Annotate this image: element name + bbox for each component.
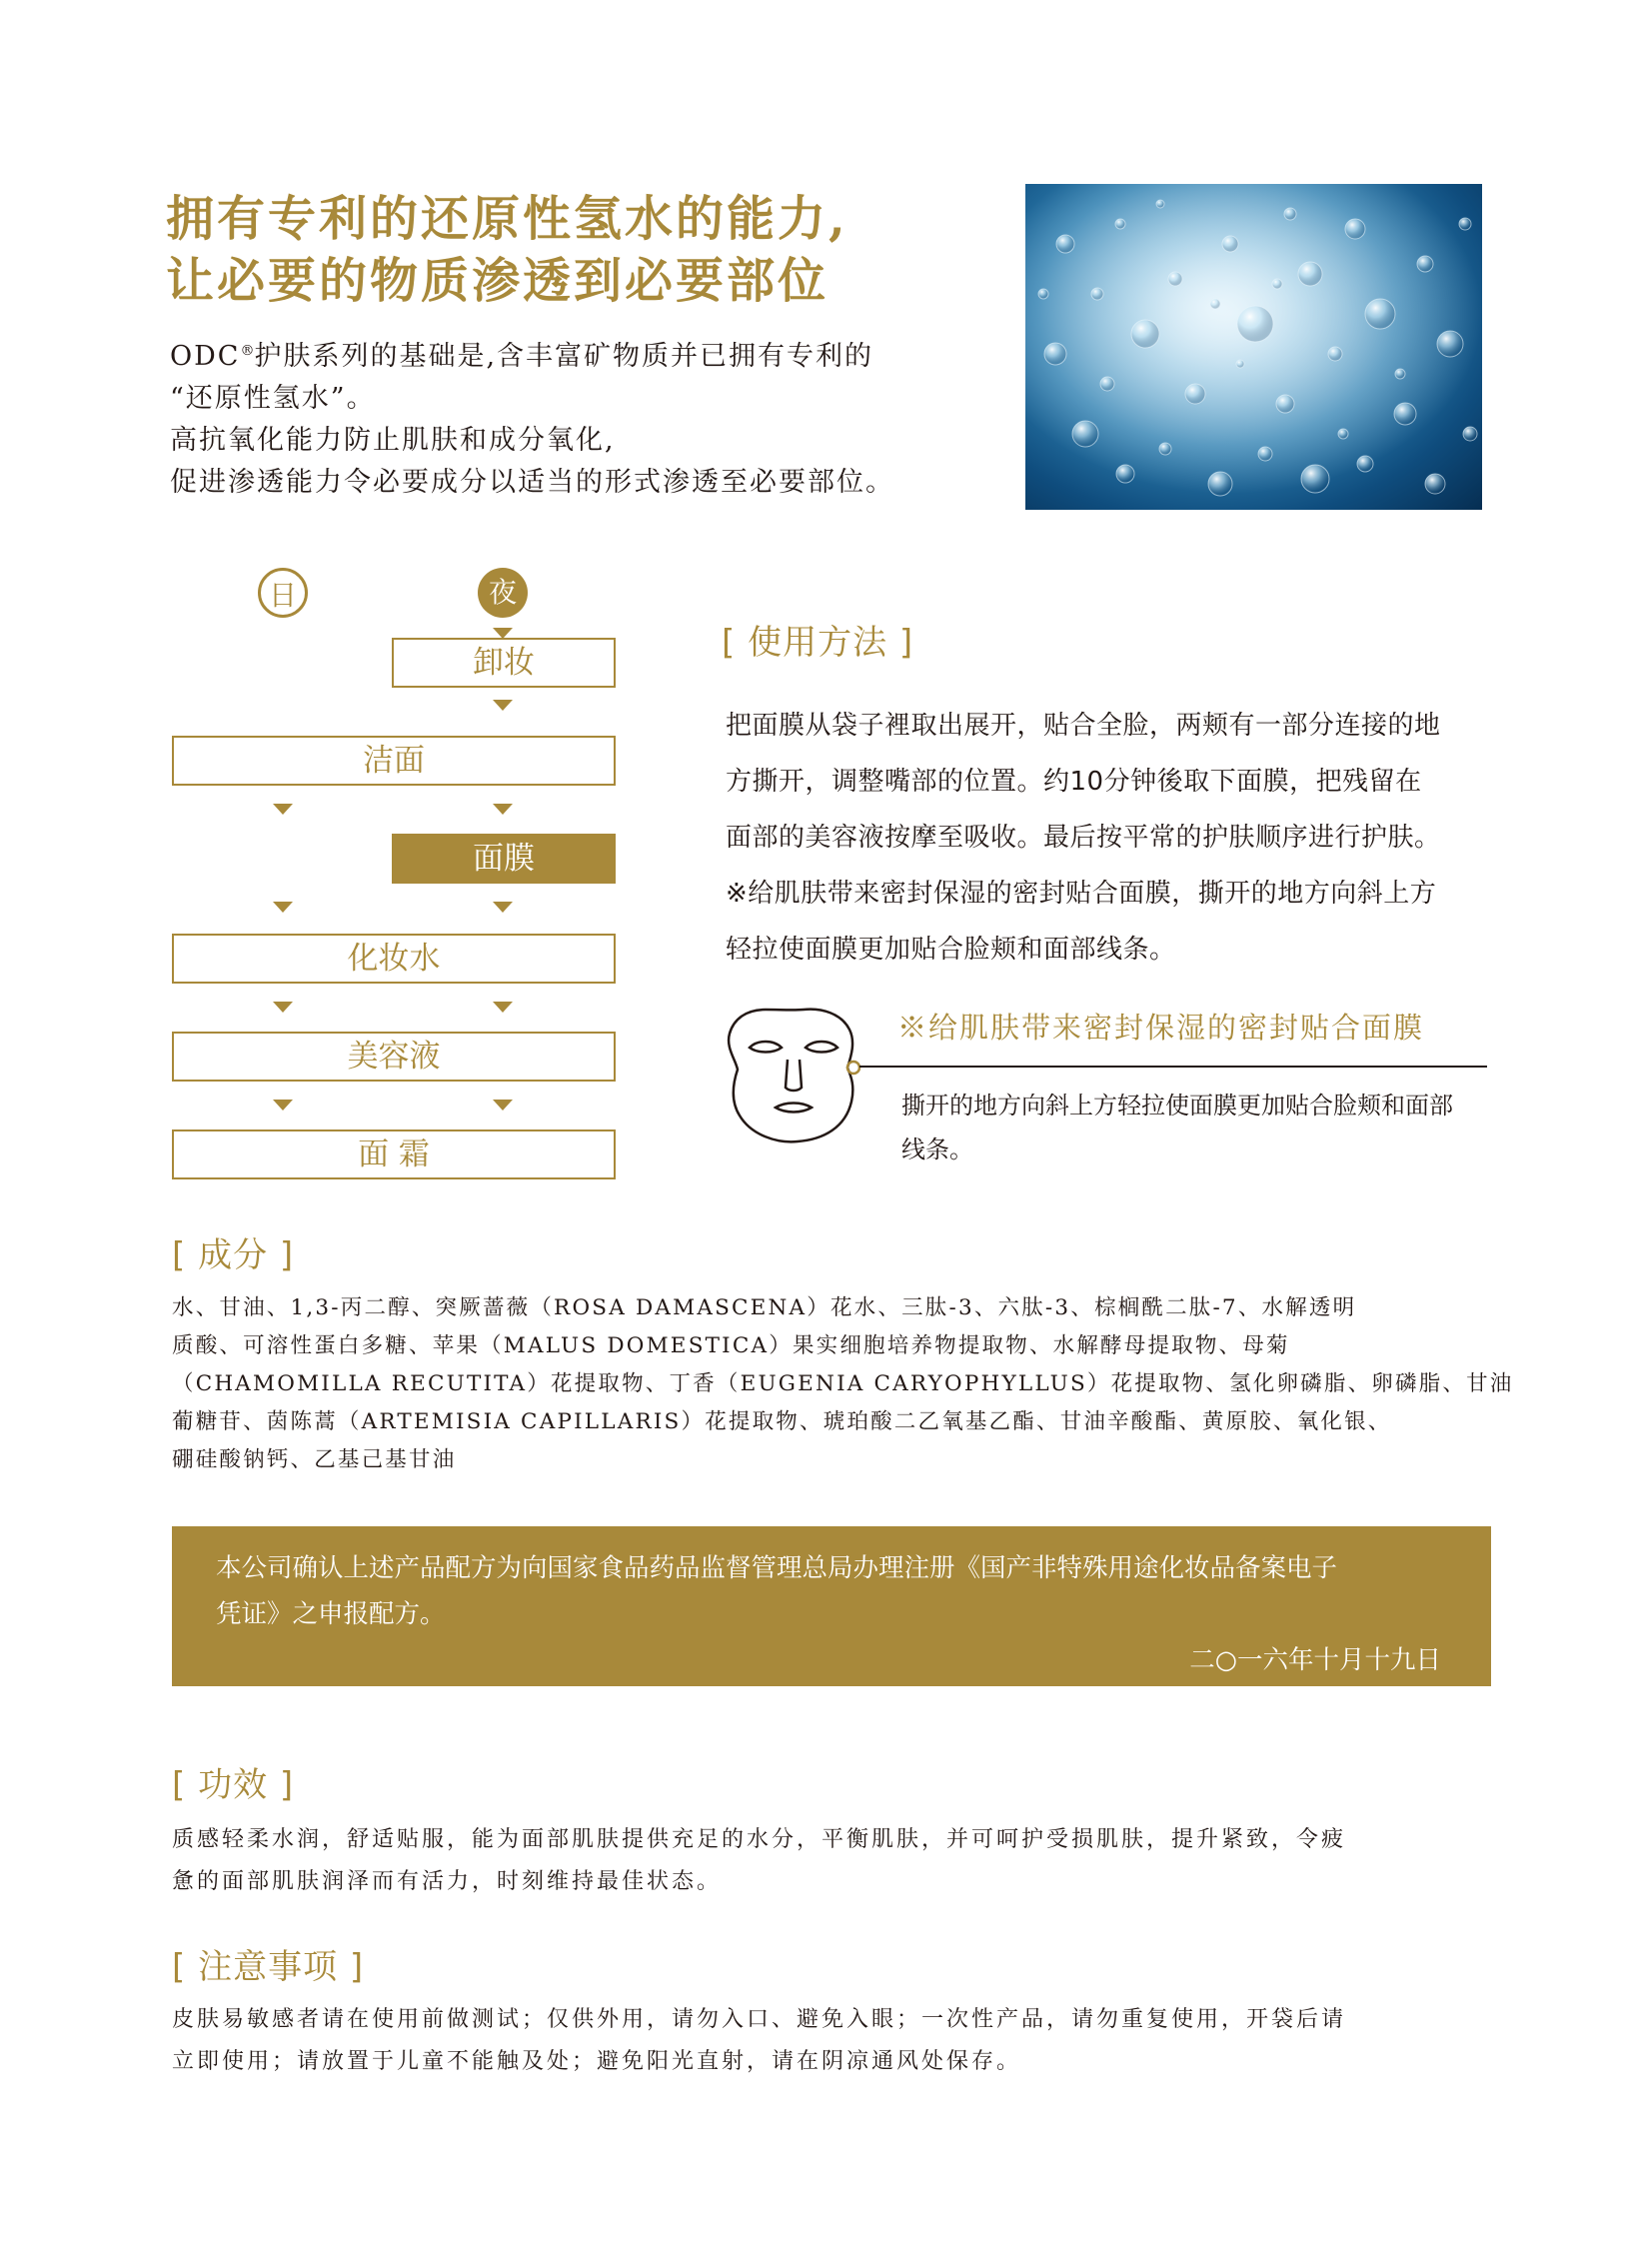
cautions-text (172, 1999, 1491, 2083)
bubbles-illustration (1025, 184, 1482, 510)
ingredients-line: 水、甘油、1,3-丙二醇、突厥蔷薇（ROSA DAMASCENA）花水、三肽-3、六肽-3、棕榈酰二肽-7、水解透明 (172, 1295, 1357, 1320)
step-mask: 面膜 (392, 834, 616, 884)
arrow-down-icon (493, 700, 513, 711)
step-cleansing: 洁面 (172, 736, 616, 786)
arrow-down-icon (273, 804, 293, 815)
efficacy-line: 惫的面部肌肤润泽而有活力，时刻维持最佳状态。 (172, 1869, 723, 1894)
notice-line-1: 本公司确认上述产品配方为向国家食品药品监督管理总局办理注册《国产非特殊用途化妆品备案电子 (216, 1553, 1338, 1583)
intro-paragraph (170, 330, 1029, 504)
ingredients-line: （CHAMOMILLA RECUTITA）花提取物、丁香（EUGENIA CARYOPHYLLUS）花提取物、氢化卵磷脂、卵磷脂、甘油 (172, 1371, 1514, 1396)
step-toner: 化妆水 (172, 934, 616, 984)
mask-note-line: 撕开的地方向斜上方轻拉使面膜更加贴合脸颊和面部 (901, 1092, 1453, 1120)
ingredients-title: [ 成分 ] (172, 1235, 295, 1275)
usage-line: 把面膜从袋子裡取出展开，贴合全脸，两颊有一部分连接的地 (726, 711, 1441, 741)
intro-line-4: 促进渗透能力令必要成分以适当的形式渗透至必要部位。 (170, 467, 894, 498)
notice-date: 二○一六年十月十九日 (1189, 1645, 1441, 1675)
brand-name: ODC (170, 341, 241, 372)
intro-line-3: 高抗氧化能力防止肌肤和成分氧化, (170, 425, 616, 456)
usage-line: ※给肌肤带来密封保湿的密封贴合面膜，撕开的地方向斜上方 (726, 879, 1437, 909)
usage-line: 轻拉使面膜更加贴合脸颊和面部线条。 (726, 935, 1176, 965)
ingredients-list (172, 1289, 1514, 1479)
water-bubbles-photo (1025, 184, 1482, 510)
cautions-line: 皮肤易敏感者请在使用前做测试；仅供外用，请勿入口、避免入眼；一次性产品，请勿重复使用，开袋后请 (172, 2007, 1347, 2032)
mask-note-line: 线条。 (901, 1135, 973, 1163)
arrow-down-icon (493, 1002, 513, 1013)
efficacy-title: [ 功效 ] (172, 1765, 295, 1805)
usage-line: 方撕开，调整嘴部的位置。约10分钟後取下面膜，把残留在 (726, 767, 1422, 797)
mask-note-title: ※给肌肤带来密封保湿的密封贴合面膜 (897, 1011, 1425, 1045)
step-makeup-removal: 卸妆 (392, 638, 616, 688)
intro-line-2: “还原性氢水”。 (170, 383, 376, 414)
ingredients-line: 葡糖苷、茵陈蒿（ARTEMISIA CAPILLARIS）花提取物、琥珀酸二乙氧基乙酯、甘油辛酸酯、黄原胶、氧化银、 (172, 1409, 1392, 1434)
callout-line (859, 1066, 1487, 1068)
arrow-down-icon (273, 1002, 293, 1013)
intro-line-1 (170, 330, 1029, 378)
mask-note-body (901, 1084, 1491, 1171)
arrow-down-icon (273, 902, 293, 913)
arrow-down-icon (493, 902, 513, 913)
ingredients-line: 质酸、可溶性蛋白多糖、苹果（MALUS DOMESTICA）果实细胞培养物提取物、水解酵母提取物、母菊 (172, 1333, 1290, 1358)
efficacy-line: 质感轻柔水润，舒适贴服，能为面部肌肤提供充足的水分，平衡肌肤，并可呵护受损肌肤，提升紧致，令疲 (172, 1827, 1347, 1852)
headline-line-2: 让必要的物质渗透到必要部位 (166, 253, 829, 309)
cautions-line: 立即使用；请放置于儿童不能触及处；避免阳光直射，请在阴凉通风处保存。 (172, 2049, 1022, 2074)
step-serum: 美容液 (172, 1032, 616, 1082)
arrow-down-icon (493, 804, 513, 815)
registration-notice (172, 1526, 1491, 1686)
step-cream: 面 霜 (172, 1129, 616, 1179)
day-label: 日 (258, 568, 308, 618)
headline (166, 188, 1035, 312)
night-label: 夜 (478, 568, 528, 618)
trademark-symbol: ® (240, 343, 255, 359)
intro-line-1-text: 护肤系列的基础是,含丰富矿物质并已拥有专利的 (254, 341, 874, 372)
headline-line-1: 拥有专利的还原性氢水的能力, (166, 191, 848, 247)
arrow-down-icon (273, 1100, 293, 1111)
usage-line: 面部的美容液按摩至吸收。最后按平常的护肤顺序进行护肤。 (726, 823, 1441, 853)
usage-title: [ 使用方法 ] (722, 623, 914, 663)
efficacy-text (172, 1819, 1491, 1903)
notice-line-2: 凭证》之申报配方。 (216, 1599, 446, 1629)
ingredients-line: 硼硅酸钠钙、乙基己基甘油 (172, 1447, 457, 1472)
face-mask-icon (706, 990, 885, 1149)
usage-text (726, 698, 1495, 978)
arrow-down-icon (493, 1100, 513, 1111)
cautions-title: [ 注意事项 ] (172, 1947, 365, 1987)
